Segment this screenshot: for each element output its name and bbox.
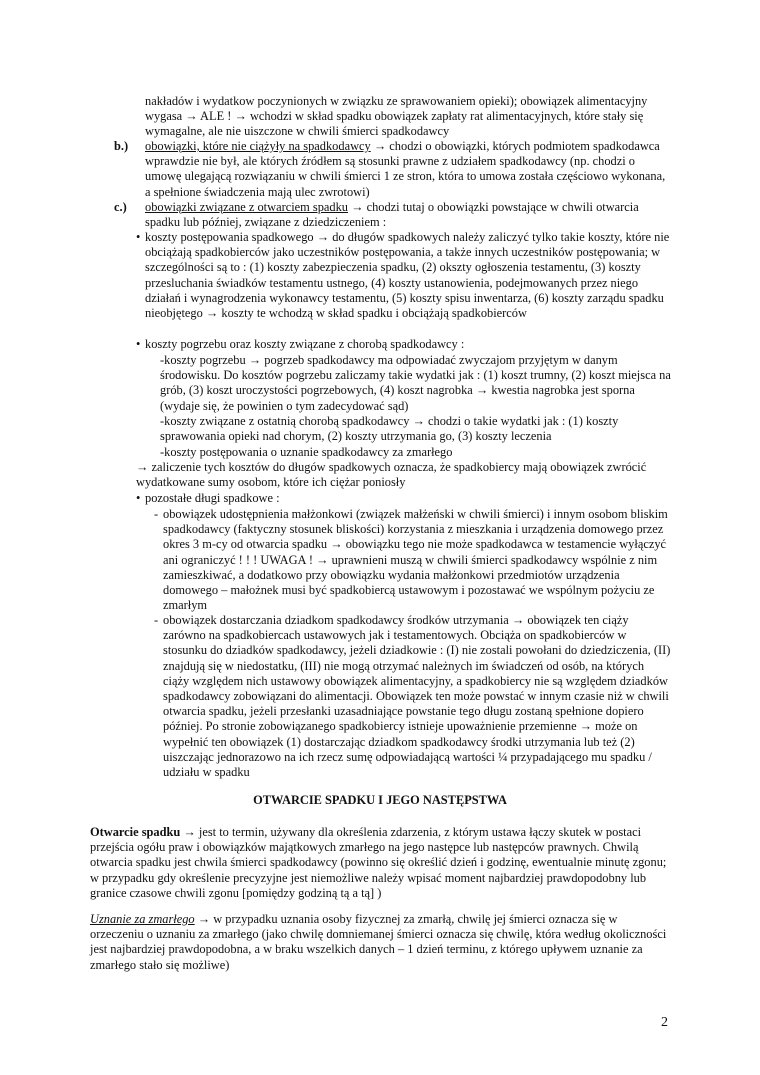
bullet-2-text: koszty pogrzebu oraz koszty związane z chorobą spadkodawcy : [145,337,465,351]
section-title: OTWARCIE SPADKU I JEGO NASTĘPSTWA [253,793,507,807]
item-b-paragraph [145,139,673,200]
sub-item-grandparents: obowiązek dostarczania dziadkom spadkodawcy środków utrzymania → obowiązek ten ciąży zarówno na spadkobiercach ustawowych jak i testamentowych. Obciąża on spadkobierców w stosunku do dziadków spadkodawcy, jeżeli dziadkowie : (I) nie zostali powołani do dziedziczenia, (II) znajdują się w niedostatku, (III) nie mogą otrzymać należnych im świadczeń od osób, na których ciąży względem nich ustawowy obowiązek alimentacyjny, a spadkobiercy nie są względem dziadków spadkodawcy zobowiązani do alimentacji. Obowiązek ten może powstać w innym czasie niż w chwili otwarcia spadku, jeżeli przesłanki uzasadniające powstanie tego długu zostaną spełnione dopiero później. Po stronie zobowiązanego spadkobiercy istnieje upoważnienie przemienne → może on wypełnić ten obowiązek (1) dostarczając dziadkom spadkodawcy środki utrzymania lub też (2) uiszczając jednorazowo na ich rzecz sumę odpowiadającą wartości ¼ przypadającego mu spadku / udziału w spadku [163,613,671,780]
bullet-icon: • [136,491,141,505]
dash-marker: - [154,507,159,521]
sub-item-funeral: -koszty pogrzebu → pogrzeb spadkodawcy ma odpowiadać zwyczajom przyjętym w danym środowisku. Do kosztów pogrzebu zaliczamy takie wydatki jak : (1) koszt trumny, (2) koszt miejsca na grób, (3) koszt uroczystości pogrzebowych, (4) koszt nagrobka → kwestia nagrobka jest sporna (wydaje się, że powinien o tym zadecydować sąd) [160,353,671,413]
bullet-icon: • [136,230,141,244]
bullet-icon: • [136,337,141,351]
dash-marker: - [154,613,159,627]
term-estate-opening: Otwarcie spadku [90,825,181,839]
arrow-note: → zaliczenie tych kosztów do długów spadkowych oznacza, że spadkobiercy mają obowiązek zwrócić wydatkowane sumy osobom, które ich ciężar poniosły [136,460,647,490]
item-b-title: obowiązki, które nie ciążyły na spadkodawcy [145,139,371,153]
page-number: 2 [661,1015,668,1030]
bullet-3-text: pozostałe długi spadkowe : [145,491,280,505]
sub-item-housing: obowiązek udostępnienia małżonkowi (związek małżeński w chwili śmierci) i innym osobom bliskim spadkodawcy (faktyczny stosunek bliskości) korzystania z mieszkania i urządzenia domowego przez okres 3 m-cy od otwarcia spadku → obowiązku tego nie może spadkodawca w testamencie wyłączyć ani ograniczyć ! ! ! UWAGA ! → uprawnieni muszą w chwili śmierci spadkodawcy wspólnie z nim zamieszkiwać, a dodatkowo przy obowiązku wydania małżonkowi przedmiotów urządzenia domowego – małożnek musi być spadkobiercą ustawowym i pozostawać we wspólnym pożyciu ze zmarłym [163,507,668,613]
paragraph-estate-opening-text: → jest to termin, używany dla określenia zdarzenia, z którym ustawa łączy skutek w postaci przejścia ogółu praw i obowiązków majątkowych zmarłego na jego następce lub następców prawnych. Chwilą otwarcia spadku jest chwila śmierci spadkodawcy (powinno się określić dzień i godzinę, ewentualnie minutę zgonu; w przypadku gdy określenie precyzyjne jest niemożliwe należy wpisać moment najbardziej prawdopodobny lub granice czasowe chwili zgonu [pomiędzy godziną tą a tą] ) [90,825,667,900]
item-c-text: → chodzi tutaj o obowiązki powstające w chwili otwarcia spadku lub później, związane z dziedziczeniem : [145,200,639,230]
item-b-label: b.) [114,139,129,153]
item-b-text: → chodzi o obowiązki, których podmiotem spadkodawca wprawdzie nie był, ale których źródłem są stosunki prawne z udziałem spadkodawcy (np. chodzi o umowę ulegającą rozwiązaniu w chwili śmierci 1 ze stron, która to umowa została częściowo wykonana, a spełnione świadczenia mają ulec zwrotowi) [145,139,666,199]
paragraph-declared-dead-text: → w przypadku uznania osoby fizycznej za zmarłą, chwilę jej śmierci oznacza się w orzeczeniu o uznaniu za zmarłego (jako chwilę domniemanej śmierci oznacza się chwilę, która według okoliczności jest najbardziej prawdopodobna, a w braku wszelkich danych – 1 dzień terminu, z którego upływem uznanie za zmarłego stało się możliwe) [90,912,667,972]
intro-paragraph: nakładów i wydatkow poczynionych w związku ze sprawowaniem opieki); obowiązek alimentacyjny wygasa → ALE ! → wchodzi w skład spadku obowiązek zapłaty rat alimentacyjnych, które stały się wymagalne, ale nie uiszczone w chwili śmierci spadkodawcy [145,94,648,139]
item-c-title: obowiązki związane z otwarciem spadku [145,200,348,214]
paragraph-declared-dead [90,912,673,973]
sub-item-illness: -koszty związane z ostatnią chorobą spadkodawcy → chodzi o takie wydatki jak : (1) koszty sprawowania opieki nad chorym, (2) koszty utrzymania go, (3) koszty leczenia [160,414,619,444]
term-declared-dead: Uznanie za zmarłego [90,912,195,926]
item-c-paragraph [145,200,673,230]
item-c-label: c.) [114,200,127,214]
sub-item-declaration: -koszty postępowania o uznanie spadkodawcy za zmarłego [160,445,453,459]
paragraph-estate-opening [90,825,673,901]
bullet-1-text: koszty postępowania spadkowego → do długów spadkowych należy zaliczyć tylko takie koszty, które nie obciążają spadkobierców jako uczestników postępowania, a także innych uczestników postępowania; w szczególności są to : (1) koszty zabezpieczenia spadku, (2) okszty ogłoszenia testamentu, (3) koszty przesluchania świadków testamentu ustnego, (4) koszty ustanowienia, podejmowanych przez niego działań i wynagrodzenia wykonawcy testamentu, (5) koszty spisu inwentarza, (6) koszty zarządu spadku nieobjętego → koszty te wchodzą w skład spadku i obciążają spadkobierców [145,230,670,321]
